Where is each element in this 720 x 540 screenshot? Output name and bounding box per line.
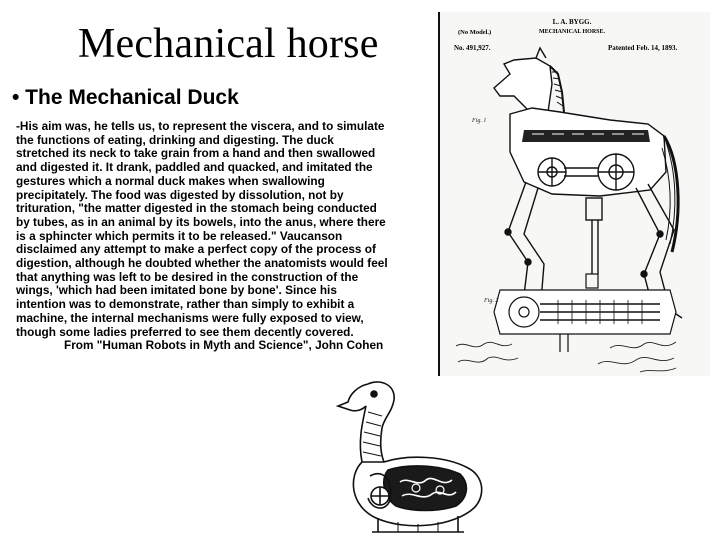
body-line: machine, the internal mechanisms were fully exposed to view, [16,310,364,325]
body-line: gestures which a normal duck makes when swallowing [16,173,325,188]
patent-model-note: (No Model.) [458,29,492,36]
svg-text:Fig. 1: Fig. 1 [472,118,487,124]
body-line: digestion, although he doubted whether the anatomists would feel [16,256,388,271]
body-line: by tubes, as in an animal by its bowels, into the anus, where there [16,214,386,229]
body-line: and digested it. It drank, paddled and quacked, and imitated the [16,160,373,175]
body-line: the functions of eating, drinking and digesting. The duck [16,132,334,147]
body-line: is a sphincter which permits it to be released." Vaucanson [16,228,343,243]
body-line: intention was to demonstrate, rather than simply to exhibit a [16,297,355,312]
patent-drawing [438,12,710,376]
patent-number: No. 491,927. [454,44,491,52]
article-heading: • The Mechanical Duck [12,86,239,109]
body-line: wings, 'which had been imitated bone by bone'. Since his [16,283,337,298]
body-line: trituration, "the matter digested in the stomach being conducted [16,201,377,216]
patent-date: Patented Feb. 14, 1893. [608,44,678,52]
body-line: though some ladies preferred to see them decently covered. [16,324,354,339]
body-line: that anything was left to be desired in the construction of the [16,269,359,284]
body-line: disclaimed any attempt to make a perfect copy of the process of [16,242,376,257]
duck-illustration [328,372,488,536]
patent-subtitle: MECHANICAL HORSE. [538,29,606,35]
slide-title: Mechanical horse [78,21,379,67]
body-line: -His aim was, he tells us, to represent the viscera, and to simulate [16,119,385,133]
svg-text:Fig. 2: Fig. 2 [484,298,499,304]
body-line: stretched its neck to take grain from a hand and then swallowed [16,146,376,161]
patent-inventor: L. A. BYGG. [552,18,592,26]
body-line: precipitately. The food was digested by dissolution, not by [16,187,344,202]
source-citation: From "Human Robots in Myth and Science", John Cohen [64,338,384,353]
article-body [16,120,404,353]
